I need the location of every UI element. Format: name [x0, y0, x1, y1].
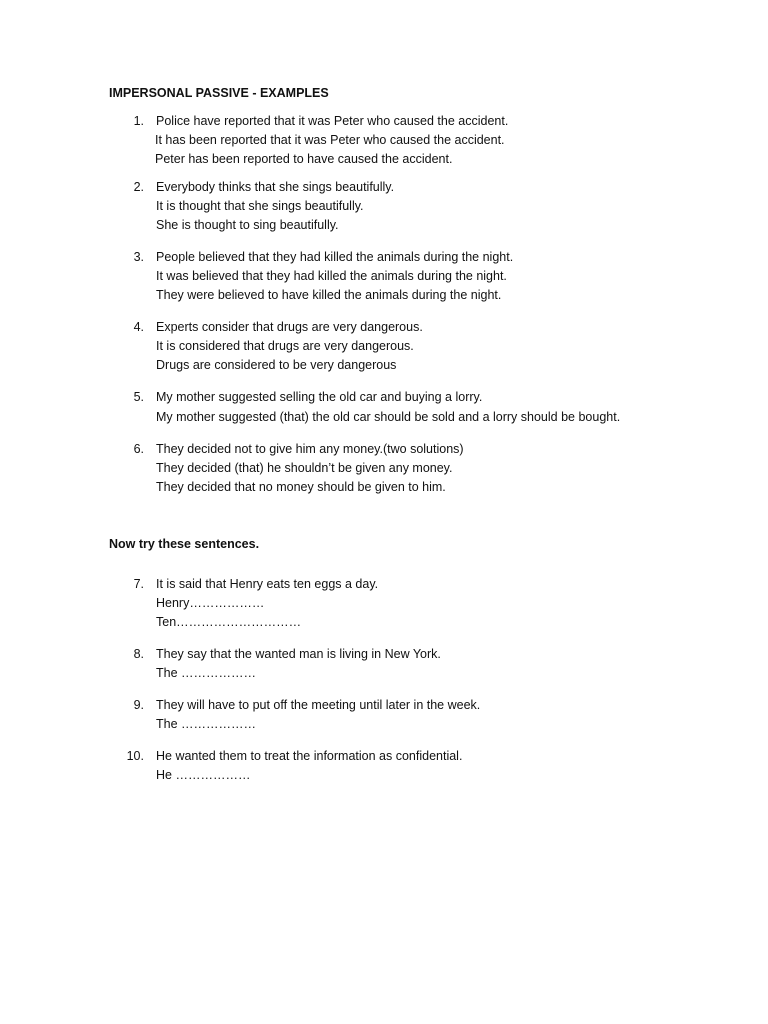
example-5-line-2: My mother suggested (that) the old car should be sold and a lorry should be bought. — [156, 410, 621, 424]
example-4-line-3: Drugs are considered to be very dangerous — [156, 358, 397, 372]
example-6-line-1: They decided not to give him any money.(two solutions) — [156, 442, 464, 456]
exercises-heading: Now try these sentences. — [109, 537, 260, 551]
exercise-7-line-3: Ten………………………… — [156, 615, 302, 629]
example-1-line-1: Police have reported that it was Peter who caused the accident. — [156, 114, 509, 128]
example-1-line-2: It has been reported that it was Peter who caused the accident. — [155, 133, 505, 147]
exercise-9-number: 9. — [133, 698, 144, 712]
example-1-number: 1. — [133, 114, 144, 128]
example-4-line-1: Experts consider that drugs are very dangerous. — [156, 320, 423, 334]
exercise-7-line-2: Henry……………… — [156, 596, 265, 610]
example-6-number: 6. — [133, 442, 144, 456]
exercise-8-line-1: They say that the wanted man is living in New York. — [156, 647, 441, 661]
example-5-line-1: My mother suggested selling the old car and buying a lorry. — [156, 390, 483, 404]
example-2-line-3: She is thought to sing beautifully. — [156, 218, 339, 232]
example-2-line-2: It is thought that she sings beautifully. — [156, 199, 364, 213]
example-6-line-3: They decided that no money should be given to him. — [156, 480, 446, 494]
example-1-line-3: Peter has been reported to have caused the accident. — [155, 152, 453, 166]
example-5-number: 5. — [133, 390, 144, 404]
example-4-number: 4. — [133, 320, 144, 334]
examples-heading: IMPERSONAL PASSIVE - EXAMPLES — [109, 86, 329, 100]
example-3-line-3: They were believed to have killed the animals during the night. — [156, 288, 502, 302]
example-3-number: 3. — [133, 250, 144, 264]
example-2-number: 2. — [133, 180, 144, 194]
example-2-line-1: Everybody thinks that she sings beautifully. — [156, 180, 395, 194]
exercise-8-number: 8. — [133, 647, 144, 661]
exercise-7-line-1: It is said that Henry eats ten eggs a day. — [156, 577, 379, 591]
example-3-line-2: It was believed that they had killed the animals during the night. — [156, 269, 507, 283]
exercise-10-line-1: He wanted them to treat the information as confidential. — [156, 749, 463, 763]
exercise-10-line-2: He ……………… — [156, 768, 251, 782]
exercise-8-line-2: The ……………… — [156, 666, 257, 680]
exercise-9-line-1: They will have to put off the meeting until later in the week. — [156, 698, 481, 712]
exercise-9-line-2: The ……………… — [156, 717, 257, 731]
example-6-line-2: They decided (that) he shouldn’t be given any money. — [156, 461, 453, 475]
exercise-10-number: 10. — [126, 749, 144, 763]
example-4-line-2: It is considered that drugs are very dangerous. — [156, 339, 414, 353]
example-3-line-1: People believed that they had killed the animals during the night. — [156, 250, 514, 264]
exercise-7-number: 7. — [133, 577, 144, 591]
